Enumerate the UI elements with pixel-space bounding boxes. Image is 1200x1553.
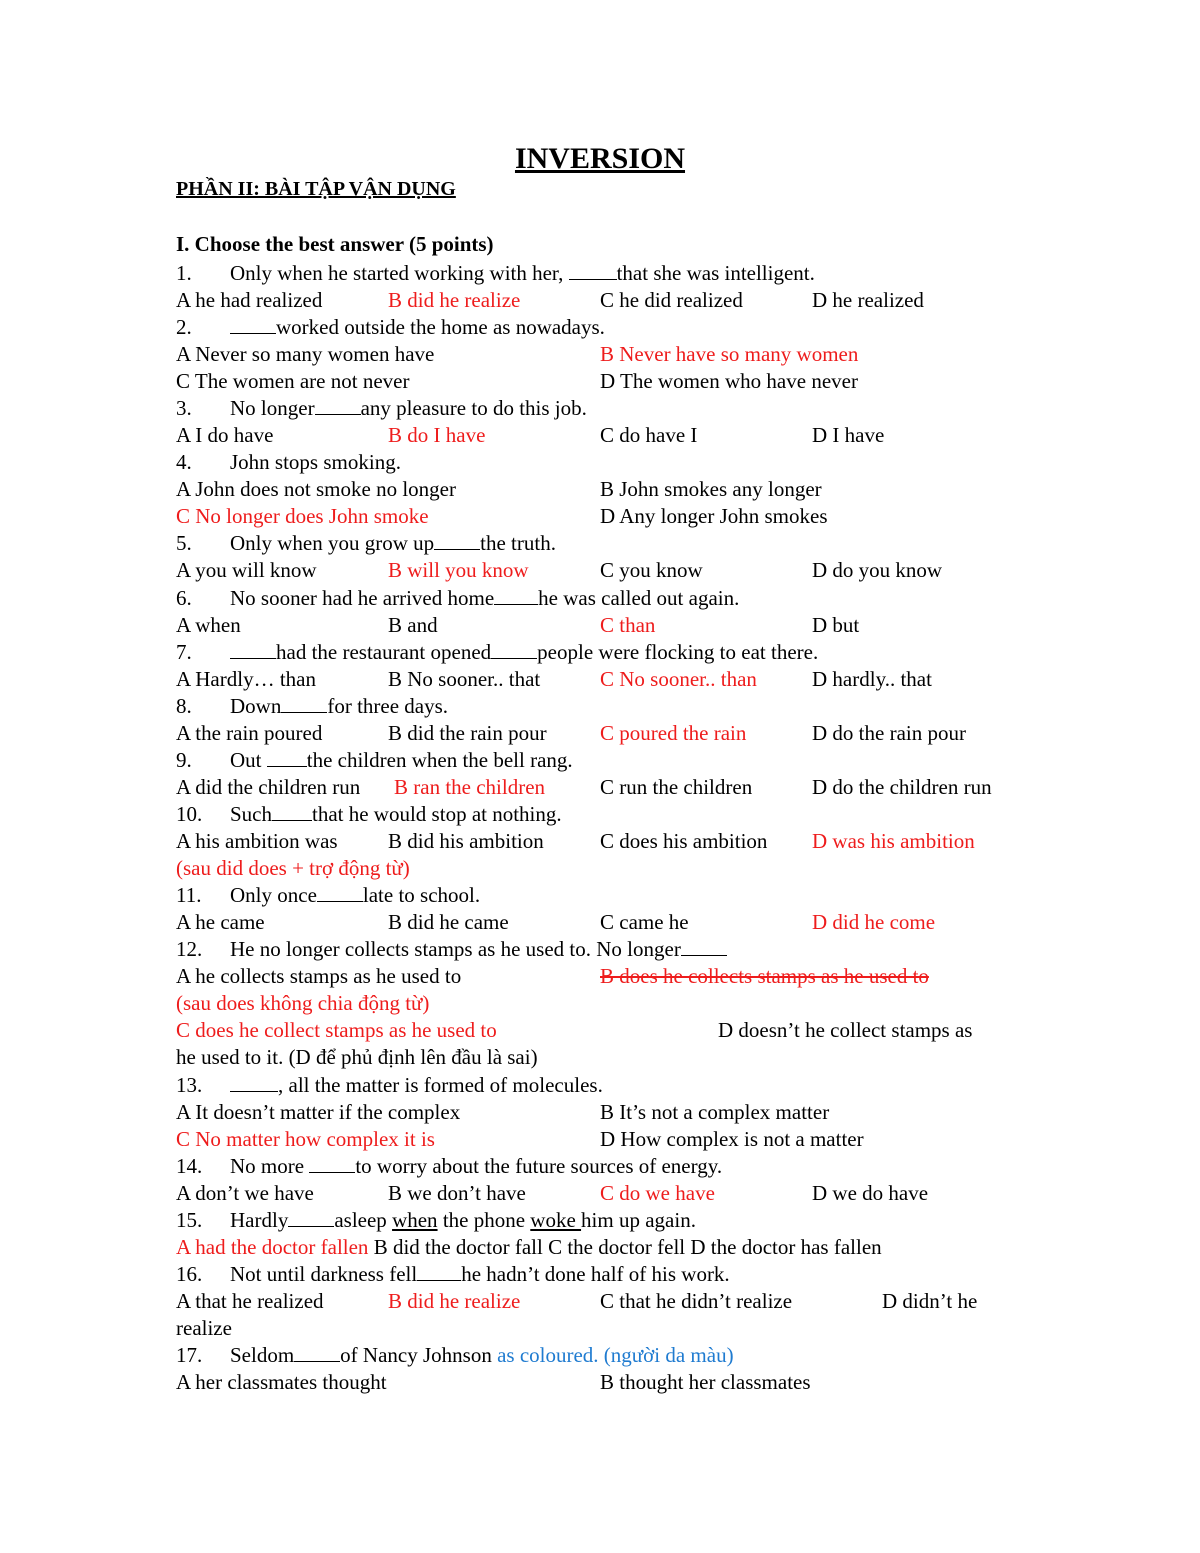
options-10 bbox=[176, 828, 1026, 855]
option-a-correct: A had the doctor fallen bbox=[176, 1235, 369, 1259]
options-7 bbox=[176, 666, 1026, 693]
option-c: C came he bbox=[600, 910, 689, 934]
options-5 bbox=[176, 557, 1026, 584]
options-15 bbox=[176, 1234, 882, 1261]
question-text: he was called out again. bbox=[538, 586, 740, 610]
option-a: A her classmates thought bbox=[176, 1370, 387, 1394]
option-d: D I have bbox=[812, 423, 885, 447]
question-text: Out bbox=[230, 748, 267, 772]
option-b: B thought her classmates bbox=[600, 1370, 811, 1394]
option-c: C do have I bbox=[600, 423, 698, 447]
section-subtitle: PHẦN II: BÀI TẬP VẬN DỤNG bbox=[176, 178, 456, 200]
question-text: Only when he started working with her, bbox=[230, 261, 569, 285]
options-3 bbox=[176, 422, 1026, 449]
answer-blank bbox=[309, 1154, 355, 1173]
question-text: Only once bbox=[230, 883, 317, 907]
option-d: D we do have bbox=[812, 1181, 929, 1205]
option-a: A don’t we have bbox=[176, 1181, 314, 1205]
question-number: 12. bbox=[176, 937, 203, 961]
option-c: C run the children bbox=[600, 775, 753, 799]
question-number: 6. bbox=[176, 586, 192, 610]
options-11 bbox=[176, 909, 1026, 936]
question-text: any pleasure to do this job. bbox=[360, 396, 587, 420]
option-b: B we don’t have bbox=[388, 1181, 526, 1205]
question-number: 9. bbox=[176, 748, 192, 772]
option-c-correct: C do we have bbox=[600, 1181, 715, 1205]
question-text: the phone bbox=[437, 1208, 531, 1232]
option-a: A Never so many women have bbox=[176, 342, 435, 366]
question-text: Seldom bbox=[230, 1343, 295, 1367]
question-7 bbox=[176, 639, 818, 666]
option-c: C The women are not never bbox=[176, 369, 410, 393]
option-a: A he had realized bbox=[176, 288, 323, 312]
option-d: D do the children run bbox=[812, 775, 992, 799]
option-b-correct: B did he realize bbox=[388, 288, 521, 312]
answer-blank bbox=[417, 1262, 461, 1281]
option-a: A the rain poured bbox=[176, 721, 323, 745]
underlined-word: when bbox=[392, 1208, 438, 1232]
options-12 bbox=[176, 963, 1026, 990]
question-text: No longer bbox=[230, 396, 315, 420]
question-2 bbox=[176, 314, 605, 341]
option-d: D Any longer John smokes bbox=[600, 504, 828, 528]
option-b: B did he came bbox=[388, 910, 509, 934]
question-text: Down bbox=[230, 694, 282, 718]
option-c-correct: C does he collect stamps as he used to bbox=[176, 1018, 497, 1042]
option-d: D the doctor has fallen bbox=[685, 1235, 882, 1259]
answer-blank bbox=[230, 315, 276, 334]
question-text: for three days. bbox=[327, 694, 449, 718]
question-15 bbox=[176, 1207, 696, 1234]
options-12b bbox=[176, 1017, 1026, 1044]
option-c-correct: C No longer does John smoke bbox=[176, 504, 429, 528]
options-9 bbox=[176, 774, 1026, 801]
option-a: A that he realized bbox=[176, 1289, 324, 1313]
question-text: people were flocking to eat there. bbox=[537, 640, 819, 664]
question-text: Not until darkness fell bbox=[230, 1262, 418, 1286]
option-a: A he came bbox=[176, 910, 265, 934]
option-a: A his ambition was bbox=[176, 829, 338, 853]
question-text: Such bbox=[230, 802, 272, 826]
question-9 bbox=[176, 747, 573, 774]
options-12-continued: he used to it. (D để phủ định lên đầu là sai) bbox=[176, 1045, 538, 1069]
question-text: No sooner had he arrived home bbox=[230, 586, 495, 610]
question-text: Hardly bbox=[230, 1208, 289, 1232]
option-c: C does his ambition bbox=[600, 829, 768, 853]
option-a: A did the children run bbox=[176, 775, 361, 799]
question-number: 11. bbox=[176, 883, 202, 907]
option-d: D The women who have never bbox=[600, 369, 858, 393]
option-c: C he did realized bbox=[600, 288, 743, 312]
options-6 bbox=[176, 612, 1026, 639]
question-text: He no longer collects stamps as he used to. No longer bbox=[230, 937, 681, 961]
answer-blank bbox=[681, 937, 727, 956]
option-b: B It’s not a complex matter bbox=[600, 1100, 830, 1124]
question-number: 8. bbox=[176, 694, 192, 718]
question-text: No more bbox=[230, 1154, 310, 1178]
options-16-continued: realize bbox=[176, 1316, 232, 1340]
question-number: 14. bbox=[176, 1154, 203, 1178]
options-17 bbox=[176, 1369, 1026, 1396]
question-14 bbox=[176, 1153, 722, 1180]
question-text: that he would stop at nothing. bbox=[312, 802, 562, 826]
option-b: B John smokes any longer bbox=[600, 477, 822, 501]
option-c: C that he didn’t realize bbox=[600, 1289, 793, 1313]
options-1 bbox=[176, 287, 1026, 314]
option-b: B No sooner.. that bbox=[388, 667, 541, 691]
option-a: A I do have bbox=[176, 423, 274, 447]
option-c-correct: C No sooner.. than bbox=[600, 667, 757, 691]
options-2 bbox=[176, 341, 1026, 368]
option-d: D but bbox=[812, 613, 860, 637]
option-d: D didn’t he bbox=[882, 1289, 978, 1313]
question-17 bbox=[176, 1342, 734, 1369]
options-8 bbox=[176, 720, 1026, 747]
option-b-struck: B does he collects stamps as he used to bbox=[600, 964, 929, 988]
question-number: 5. bbox=[176, 531, 192, 555]
question-text: , all the matter is formed of molecules. bbox=[278, 1073, 603, 1097]
question-6 bbox=[176, 585, 739, 612]
question-text: had the restaurant opened bbox=[276, 640, 492, 664]
question-number: 17. bbox=[176, 1343, 203, 1367]
answer-blank bbox=[230, 640, 276, 659]
answer-blank bbox=[288, 1208, 334, 1227]
question-text: the truth. bbox=[480, 531, 556, 555]
question-text: Only when you grow up bbox=[230, 531, 435, 555]
option-b-correct: B Never have so many women bbox=[600, 342, 859, 366]
question-number: 3. bbox=[176, 396, 192, 420]
question-number: 4. bbox=[176, 450, 192, 474]
answer-blank bbox=[569, 261, 617, 280]
question-13 bbox=[176, 1072, 603, 1099]
question-1 bbox=[176, 260, 815, 287]
options-13b bbox=[176, 1126, 1026, 1153]
question-text: asleep bbox=[334, 1208, 393, 1232]
question-11 bbox=[176, 882, 480, 909]
option-b-correct: B did he realize bbox=[388, 1289, 521, 1313]
question-number: 10. bbox=[176, 802, 203, 826]
option-d-correct: D did he come bbox=[812, 910, 936, 934]
options-2b bbox=[176, 368, 1026, 395]
question-number: 1. bbox=[176, 261, 192, 285]
option-d: D do the rain pour bbox=[812, 721, 966, 745]
page-title: INVERSION bbox=[514, 142, 686, 175]
options-13 bbox=[176, 1099, 1026, 1126]
question-5 bbox=[176, 530, 556, 557]
answer-blank bbox=[267, 748, 307, 767]
question-12 bbox=[176, 936, 727, 963]
question-number: 15. bbox=[176, 1208, 203, 1232]
exercise-heading: I. Choose the best answer (5 points) bbox=[176, 232, 494, 256]
option-d: D doesn’t he collect stamps as bbox=[718, 1018, 973, 1042]
option-c: C the doctor fell bbox=[542, 1235, 686, 1259]
answer-blank bbox=[315, 396, 361, 415]
option-a: A when bbox=[176, 613, 241, 637]
note-12: (sau does không chia động từ) bbox=[176, 991, 430, 1015]
option-b-correct: B do I have bbox=[388, 423, 486, 447]
answer-blank bbox=[491, 640, 537, 659]
question-text: he hadn’t done half of his work. bbox=[461, 1262, 730, 1286]
answer-blank bbox=[317, 883, 363, 902]
question-number: 2. bbox=[176, 315, 192, 339]
option-b: B and bbox=[388, 613, 438, 637]
question-number: 16. bbox=[176, 1262, 203, 1286]
option-b-correct: B will you know bbox=[388, 558, 529, 582]
option-d-correct: D was his ambition bbox=[812, 829, 975, 853]
option-a: A Hardly… than bbox=[176, 667, 316, 691]
teacher-note: as coloured. (người da màu) bbox=[497, 1343, 734, 1367]
option-c: C you know bbox=[600, 558, 703, 582]
option-b-correct: B ran the children bbox=[394, 775, 546, 799]
option-b: B did the doctor fall bbox=[368, 1235, 543, 1259]
underlined-word: woke bbox=[530, 1208, 582, 1232]
question-text: to worry about the future sources of energy. bbox=[355, 1154, 723, 1178]
answer-blank bbox=[294, 1343, 340, 1362]
option-c-correct: C No matter how complex it is bbox=[176, 1127, 435, 1151]
question-text: that she was intelligent. bbox=[616, 261, 815, 285]
question-text: him up again. bbox=[581, 1208, 696, 1232]
option-d: D do you know bbox=[812, 558, 943, 582]
question-text: worked outside the home as nowadays. bbox=[276, 315, 605, 339]
option-d: D he realized bbox=[812, 288, 924, 312]
option-d: D How complex is not a matter bbox=[600, 1127, 864, 1151]
option-b: B did the rain pour bbox=[388, 721, 547, 745]
answer-blank bbox=[230, 1073, 278, 1092]
options-4b bbox=[176, 503, 1026, 530]
option-c-correct: C than bbox=[600, 613, 656, 637]
options-16 bbox=[176, 1288, 1026, 1315]
answer-blank bbox=[434, 531, 480, 550]
question-number: 13. bbox=[176, 1073, 203, 1097]
question-3 bbox=[176, 395, 587, 422]
answer-blank bbox=[494, 586, 538, 605]
answer-blank bbox=[272, 802, 312, 821]
question-8 bbox=[176, 693, 448, 720]
option-a: A you will know bbox=[176, 558, 317, 582]
question-text: the children when the bell rang. bbox=[306, 748, 573, 772]
option-a: A he collects stamps as he used to bbox=[176, 964, 462, 988]
option-a: A It doesn’t matter if the complex bbox=[176, 1100, 461, 1124]
answer-blank bbox=[281, 694, 327, 713]
question-16 bbox=[176, 1261, 730, 1288]
note-10: (sau did does + trợ động từ) bbox=[176, 856, 410, 880]
question-4 bbox=[176, 449, 401, 476]
question-text: of Nancy Johnson bbox=[340, 1343, 498, 1367]
question-10 bbox=[176, 801, 562, 828]
question-number: 7. bbox=[176, 640, 192, 664]
question-text: late to school. bbox=[362, 883, 481, 907]
options-4 bbox=[176, 476, 1026, 503]
option-c-correct: C poured the rain bbox=[600, 721, 747, 745]
option-d: D hardly.. that bbox=[812, 667, 932, 691]
question-text: John stops smoking. bbox=[230, 450, 401, 474]
option-b: B did his ambition bbox=[388, 829, 544, 853]
options-14 bbox=[176, 1180, 1026, 1207]
option-a: A John does not smoke no longer bbox=[176, 477, 456, 501]
